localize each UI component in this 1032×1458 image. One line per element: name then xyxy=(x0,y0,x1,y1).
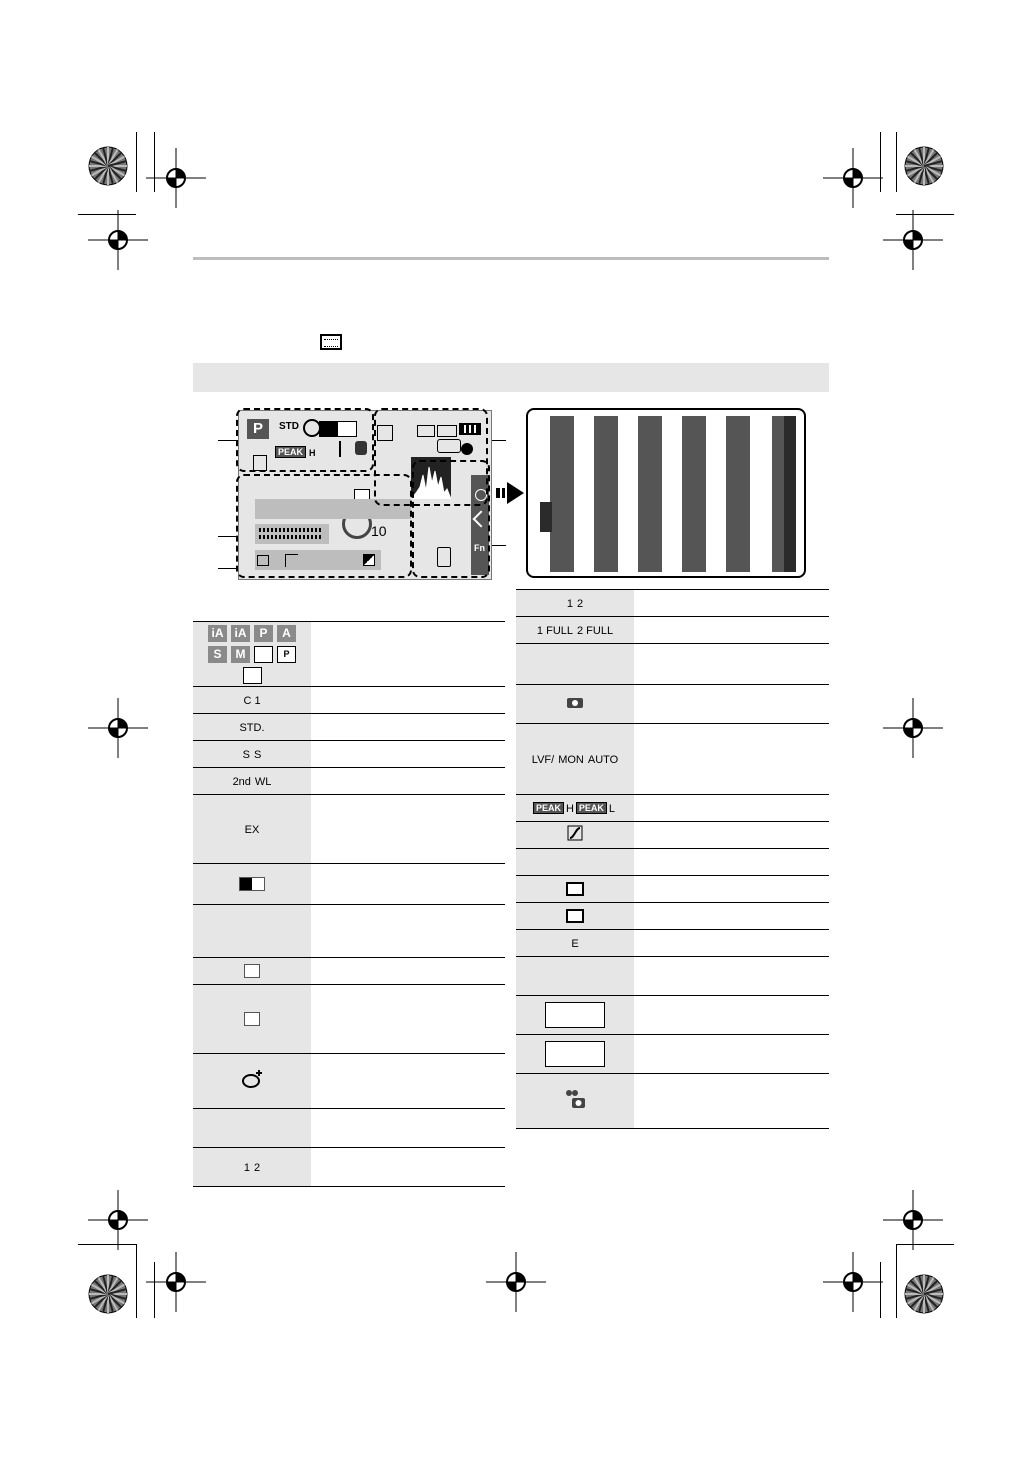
icon-cell xyxy=(193,864,311,905)
icon-label: AUTO xyxy=(587,754,619,766)
icon-cell xyxy=(193,1054,311,1109)
icon-label: PEAK xyxy=(576,802,607,814)
description-cell xyxy=(311,687,505,714)
icon-cell xyxy=(193,905,311,958)
table-row xyxy=(193,714,505,741)
registration-target-icon xyxy=(883,698,943,758)
right-arrow-icon xyxy=(496,482,524,504)
peaking-icon: PEAK xyxy=(275,446,306,458)
description-cell xyxy=(311,1054,505,1109)
icon-label: 2 xyxy=(254,1162,261,1174)
description-cell xyxy=(311,795,505,864)
description-cell xyxy=(634,996,829,1035)
color-wheel-icon xyxy=(904,1274,944,1314)
icon-cell xyxy=(193,1109,311,1148)
description-cell xyxy=(311,741,505,768)
self-timer-count: 10 xyxy=(371,523,387,539)
crop-mark xyxy=(136,1244,137,1318)
description-cell xyxy=(634,724,829,795)
table-row xyxy=(193,768,505,795)
table-row xyxy=(516,876,829,903)
photo-style-icon: STD xyxy=(279,421,299,432)
icon-cell xyxy=(193,714,311,741)
color-wheel-icon xyxy=(904,146,944,186)
icon-cell xyxy=(193,795,311,864)
icon-label: 1 xyxy=(243,1162,250,1174)
group-outline xyxy=(236,408,374,472)
description-cell xyxy=(311,985,505,1054)
icon-cell xyxy=(193,958,311,985)
icon-label: 2 xyxy=(577,598,584,610)
table-row xyxy=(193,864,505,905)
icon-label: STD. xyxy=(239,722,265,734)
registration-target-icon xyxy=(146,148,206,208)
monitor-display-icon xyxy=(566,880,584,898)
icon-label: 1 xyxy=(566,598,573,610)
registration-target-icon xyxy=(146,1252,206,1312)
table-row xyxy=(516,1035,829,1074)
description-cell xyxy=(311,958,505,985)
description-cell xyxy=(634,957,829,996)
table-row xyxy=(516,644,829,685)
description-cell xyxy=(634,930,829,957)
icon-cell xyxy=(516,644,634,685)
description-cell xyxy=(311,1148,505,1187)
registration-target-icon xyxy=(883,1190,943,1250)
icon-label: S xyxy=(208,646,227,663)
table-row xyxy=(193,795,505,864)
creative-control-icon xyxy=(240,1068,264,1095)
icon-label: A xyxy=(277,625,296,642)
icon-cell xyxy=(516,685,634,724)
description-cell xyxy=(311,1109,505,1148)
icon-label: 2 FULL xyxy=(577,625,614,637)
table-row xyxy=(516,590,829,617)
icon-cell xyxy=(193,985,311,1054)
display-frame-icon xyxy=(545,1002,605,1028)
crop-mark xyxy=(154,1262,155,1318)
group-outline xyxy=(236,474,412,578)
icon-label: P xyxy=(277,646,296,663)
description-cell xyxy=(311,622,505,687)
table-row xyxy=(193,687,505,714)
description-cell xyxy=(634,644,829,685)
description-cell xyxy=(634,795,829,822)
registration-target-icon xyxy=(883,210,943,270)
icon-cell xyxy=(516,996,634,1035)
description-cell xyxy=(634,1035,829,1074)
callout-line xyxy=(218,536,238,537)
film-frame-icon xyxy=(320,334,342,350)
aspect-ratio-icon xyxy=(239,875,265,893)
icon-cell xyxy=(516,795,634,822)
picture-size-icon xyxy=(244,962,260,980)
icon-cell xyxy=(516,930,634,957)
icon-cell xyxy=(516,849,634,876)
description-cell xyxy=(634,876,829,903)
tab-column-defocus[interactable] xyxy=(682,416,706,572)
icon-label: EX xyxy=(244,824,260,836)
icon-label: L xyxy=(608,803,616,815)
registration-target-icon xyxy=(88,1190,148,1250)
tone-curve-icon xyxy=(567,825,583,846)
icon-label: M xyxy=(231,646,250,663)
icon-cell xyxy=(193,1148,311,1187)
camera-icon xyxy=(566,695,584,714)
icon-label: iA xyxy=(231,625,250,642)
icon-cell xyxy=(516,590,634,617)
quality-icon xyxy=(244,1010,260,1028)
table-row xyxy=(516,903,829,930)
registration-target-icon xyxy=(88,698,148,758)
table-row xyxy=(193,622,505,687)
description-cell xyxy=(634,1074,829,1129)
fn-tab-label[interactable]: Fn xyxy=(474,543,485,553)
table-row xyxy=(193,741,505,768)
tab-column-fn[interactable] xyxy=(594,416,618,572)
icon-label: E xyxy=(571,938,579,950)
icon-label: 2nd xyxy=(232,776,251,788)
icon-label: PEAK xyxy=(533,802,564,814)
registration-target-icon xyxy=(823,148,883,208)
table-row xyxy=(193,958,505,985)
icon-label: iA xyxy=(208,625,227,642)
table-row xyxy=(193,1054,505,1109)
table-row xyxy=(516,996,829,1035)
table-row xyxy=(516,930,829,957)
display-frame-icon xyxy=(545,1041,605,1067)
tab-column-brightness[interactable] xyxy=(726,416,750,572)
crop-mark xyxy=(78,1244,136,1245)
icon-label: MON xyxy=(558,754,584,766)
icon-cell xyxy=(193,622,311,687)
icon-cell xyxy=(516,1074,634,1129)
icon-cell xyxy=(516,822,634,849)
icon-label: 1 FULL xyxy=(536,625,573,637)
tab-open-tab[interactable] xyxy=(540,502,552,532)
icon-cell xyxy=(516,724,634,795)
crop-mark xyxy=(896,132,897,192)
peak-level-label: H xyxy=(309,448,316,458)
registration-target-icon xyxy=(486,1252,546,1312)
section-heading-band xyxy=(193,363,829,392)
table-row xyxy=(516,849,829,876)
icon-label xyxy=(254,646,273,663)
table-row xyxy=(193,985,505,1054)
description-cell xyxy=(311,864,505,905)
crop-mark xyxy=(154,132,155,192)
touch-tab-panel xyxy=(526,408,806,578)
crop-mark xyxy=(880,132,881,192)
icon-table-left xyxy=(193,621,505,1187)
icon-label xyxy=(243,667,262,684)
table-row xyxy=(516,1074,829,1129)
icon-cell xyxy=(516,903,634,930)
crop-mark xyxy=(896,1244,897,1318)
crop-mark xyxy=(880,1262,881,1318)
icon-label: LVF/ xyxy=(531,754,555,766)
group-outline xyxy=(412,460,490,578)
mode-p-icon: P xyxy=(247,419,269,439)
icon-cell xyxy=(516,876,634,903)
icon-cell xyxy=(193,741,311,768)
icon-label: S xyxy=(254,749,262,761)
icon-cell xyxy=(516,1035,634,1074)
tab-column-zoom[interactable] xyxy=(550,416,574,572)
description-cell xyxy=(634,617,829,644)
icon-cell xyxy=(516,617,634,644)
highlight-icon xyxy=(566,907,584,925)
table-row xyxy=(193,905,505,958)
tab-column-motion-dark[interactable] xyxy=(784,416,796,572)
table-row xyxy=(516,822,829,849)
description-cell xyxy=(311,714,505,741)
description-cell xyxy=(634,590,829,617)
icon-label: S xyxy=(242,749,250,761)
color-wheel-icon xyxy=(88,146,128,186)
color-wheel-icon xyxy=(88,1274,128,1314)
crop-mark xyxy=(136,132,137,192)
table-row xyxy=(516,957,829,996)
icon-cell xyxy=(516,957,634,996)
crop-mark xyxy=(896,1244,954,1245)
table-row xyxy=(516,617,829,644)
description-cell xyxy=(634,849,829,876)
icon-label: C 1 xyxy=(243,695,261,707)
icon-cell xyxy=(193,687,311,714)
description-cell xyxy=(634,685,829,724)
description-cell xyxy=(311,905,505,958)
tab-column-creative[interactable] xyxy=(638,416,662,572)
table-row xyxy=(516,724,829,795)
icon-label: P xyxy=(254,625,273,642)
header-rule xyxy=(193,257,829,260)
icon-label: H xyxy=(565,803,574,815)
table-row xyxy=(193,1148,505,1187)
crop-mark xyxy=(78,214,136,215)
icon-cell xyxy=(193,768,311,795)
description-cell xyxy=(311,768,505,795)
callout-line xyxy=(218,568,238,569)
callout-line xyxy=(218,440,238,441)
description-cell xyxy=(634,822,829,849)
table-row xyxy=(516,685,829,724)
icon-label: WL xyxy=(254,776,272,788)
table-row xyxy=(516,795,829,822)
registration-target-icon xyxy=(88,210,148,270)
icon-table-right xyxy=(516,589,829,1129)
table-row xyxy=(193,1109,505,1148)
motion-picture-icon xyxy=(564,1089,586,1114)
crop-mark xyxy=(896,214,954,215)
description-cell xyxy=(634,903,829,930)
registration-target-icon xyxy=(823,1252,883,1312)
